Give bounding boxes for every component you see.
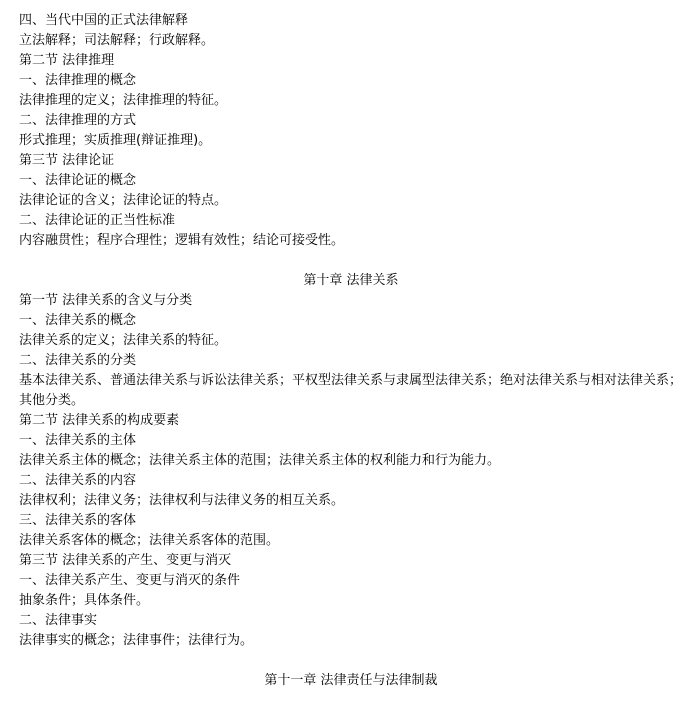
text-paragraph: 基本法律关系、普通法律关系与诉讼法律关系；平权型法律关系与隶属型法律关系；绝对法律关系与相对法律关系；其他分类。 [19, 373, 683, 408]
subheading: 三、法律关系的客体 [19, 513, 137, 528]
section-heading: 第二节 法律推理 [19, 53, 115, 68]
section-heading: 第三节 法律论证 [19, 153, 115, 168]
subheading: 二、法律关系的分类 [19, 353, 137, 368]
text-line: 法律关系主体的概念；法律关系主体的范围；法律关系主体的权利能力和行为能力。 [19, 453, 501, 468]
text-line: 立法解释；司法解释；行政解释。 [19, 33, 215, 48]
section-heading: 第二节 法律关系的构成要素 [19, 413, 180, 428]
subheading: 二、法律论证的正当性标准 [19, 213, 176, 228]
subheading: 一、法律论证的概念 [19, 173, 137, 188]
text-line: 法律论证的含义；法律论证的特点。 [19, 193, 228, 208]
chapter-title: 第十章 法律关系 [303, 273, 399, 288]
text-line: 法律推理的定义；法律推理的特征。 [19, 93, 228, 108]
text-line: 法律关系的定义；法律关系的特征。 [19, 333, 228, 348]
section-heading: 第三节 法律关系的产生、变更与消灭 [19, 553, 232, 568]
blank-line [19, 651, 683, 671]
text-line: 抽象条件；具体条件。 [19, 593, 150, 608]
blank-line [19, 251, 683, 271]
document-body [19, 11, 683, 691]
subheading: 二、法律推理的方式 [19, 113, 137, 128]
text-line: 法律事实的概念；法律事件；法律行为。 [19, 633, 254, 648]
text-line: 法律权利；法律义务；法律权利与法律义务的相互关系。 [19, 493, 345, 508]
subheading: 一、法律推理的概念 [19, 73, 137, 88]
subheading: 一、法律关系产生、变更与消灭的条件 [19, 573, 241, 588]
subheading: 二、法律关系的内容 [19, 473, 137, 488]
subheading: 二、法律事实 [19, 613, 98, 628]
subheading: 一、法律关系的主体 [19, 433, 137, 448]
section-heading: 第一节 法律关系的含义与分类 [19, 293, 193, 308]
heading-official-interpretation: 四、当代中国的正式法律解释 [19, 13, 189, 28]
subheading: 一、法律关系的概念 [19, 313, 137, 328]
text-line: 形式推理；实质推理(辩证推理)。 [19, 133, 212, 148]
text-line: 法律关系客体的概念；法律关系客体的范围。 [19, 533, 280, 548]
chapter-title: 第十一章 法律责任与法律制裁 [264, 673, 438, 688]
text-line: 内容融贯性；程序合理性；逻辑有效性；结论可接受性。 [19, 233, 345, 248]
